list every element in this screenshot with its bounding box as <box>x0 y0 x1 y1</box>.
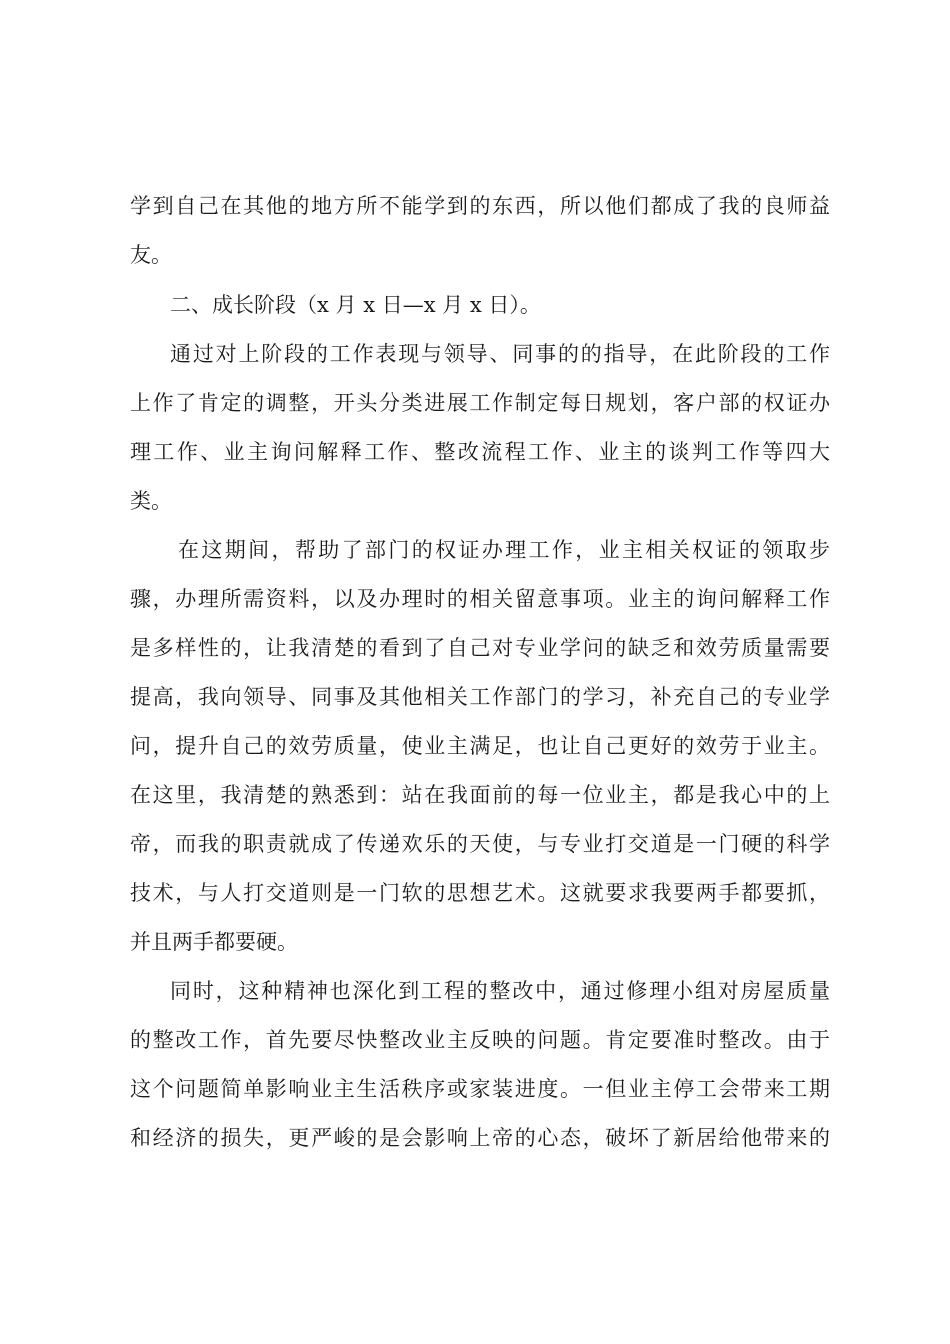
text-line-5: 上作了肯定的调整，开头分类进展工作制定每日规划，客户部的权证办 <box>130 391 830 415</box>
text-line-16: 并且两手都要硬。 <box>130 930 298 954</box>
text-line-4: 通过对上阶段的工作表现与领导、同事的的指导，在此阶段的工作 <box>170 342 830 366</box>
text-line-2: 友。 <box>130 243 172 267</box>
text-line-9: 骤，办理所需资料，以及办理时的相关留意事项。业主的询问解释工作 <box>130 587 830 611</box>
text-line-14: 帝，而我的职责就成了传递欢乐的天使，与专业打交道是一门硬的科学 <box>130 832 830 856</box>
text-line-8: 在这期间，帮助了部门的权证办理工作，业主相关权证的领取步 <box>178 538 830 562</box>
text-line-1: 学到自己在其他的地方所不能学到的东西，所以他们都成了我的良师益 <box>130 194 830 218</box>
text-line-19: 这个问题简单影响业主生活秩序或家装进度。一但业主停工会带来工期 <box>130 1077 830 1101</box>
text-line-13: 在这里，我清楚的熟悉到：站在我面前的每一位业主，都是我心中的上 <box>130 783 830 807</box>
text-line-17: 同时，这种精神也深化到工程的整改中，通过修理小组对房屋质量 <box>170 979 830 1003</box>
text-line-12: 问，提升自己的效劳质量，使业主满足，也让自己更好的效劳于业主。 <box>130 734 830 758</box>
text-line-7: 类。 <box>130 489 172 513</box>
section-heading: 二、成长阶段（x 月 x 日—x 月 x 日）。 <box>170 293 541 317</box>
text-line-15: 技术，与人打交道则是一门软的思想艺术。这就要求我要两手都要抓， <box>130 881 830 905</box>
text-line-10: 是多样性的，让我清楚的看到了自己对专业学问的缺乏和效劳质量需要 <box>130 636 830 660</box>
text-line-6: 理工作、业主询问解释工作、整改流程工作、业主的谈判工作等四大 <box>130 440 830 464</box>
text-line-20: 和经济的损失，更严峻的是会影响上帝的心态，破坏了新居给他带来的 <box>130 1126 830 1150</box>
text-line-18: 的整改工作，首先要尽快整改业主反映的问题。肯定要准时整改。由于 <box>130 1028 830 1052</box>
text-line-11: 提高，我向领导、同事及其他相关工作部门的学习，补充自己的专业学 <box>130 685 830 709</box>
